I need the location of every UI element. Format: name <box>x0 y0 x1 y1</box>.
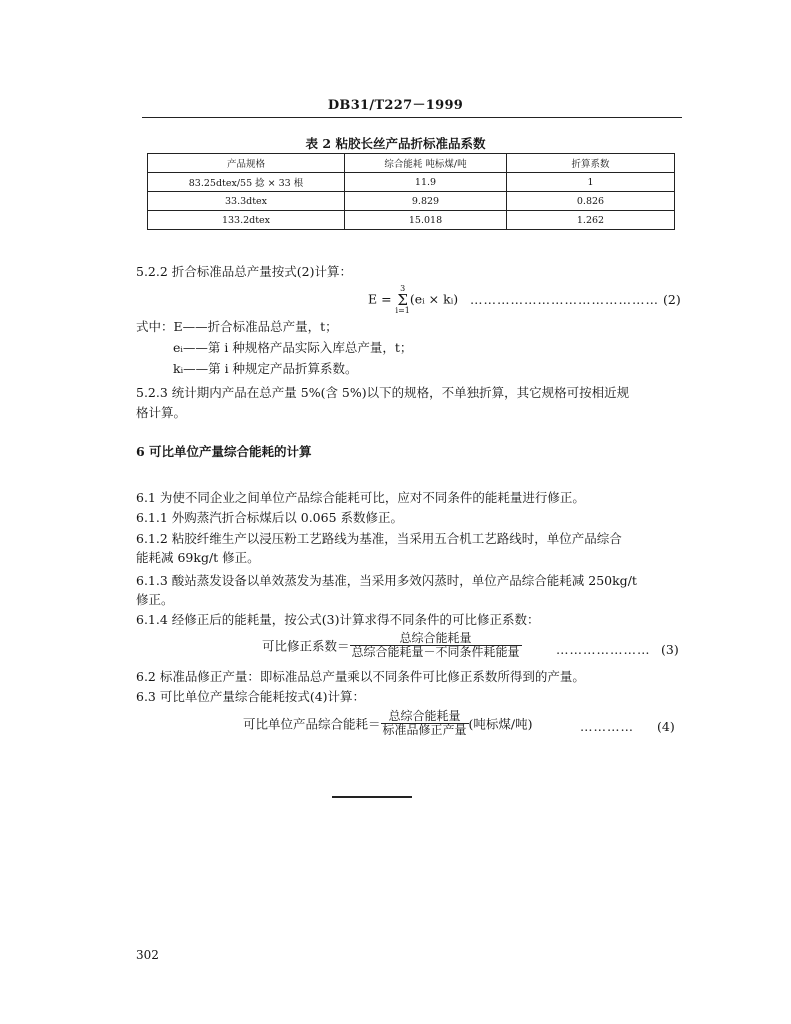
formula-4-fraction <box>381 710 469 737</box>
clause-6-1-3-line1: 6.1.3 酸站蒸发设备以单效蒸发为基准，当采用多效闪蒸时，单位产品综合能耗减 250kg/t <box>136 573 637 588</box>
formula-3-fraction <box>350 632 522 659</box>
sigma-symbol: 3 Σ i=1 <box>395 284 410 315</box>
formula-3 <box>262 632 522 659</box>
formula-4 <box>243 710 533 737</box>
sigma-bottom: i=1 <box>395 306 410 315</box>
header-rule <box>142 117 682 118</box>
spec-cell: 33.3dtex <box>148 192 345 211</box>
formula-3-leader: ………………… <box>556 642 651 657</box>
end-rule <box>332 796 412 798</box>
clause-5-2-2: 5.2.2 折合标准品总产量按式(2)计算： <box>136 264 352 279</box>
column-header: 产品规格 <box>148 154 345 173</box>
coef-cell: 1 <box>507 173 675 192</box>
page-number: 302 <box>136 948 159 962</box>
table-row <box>148 192 675 211</box>
coef-cell: 0.826 <box>507 192 675 211</box>
table-title: 表 2 粘胶长丝产品折标准品系数 <box>305 136 486 151</box>
formula-2-lhs: E = <box>368 291 396 307</box>
energy-cell: 11.9 <box>345 173 507 192</box>
formula-4-denominator: 标准品修正产量 <box>382 723 467 737</box>
section-6-title: 6 可比单位产量综合能耗的计算 <box>136 444 312 459</box>
table-header-row <box>148 154 675 173</box>
formula-2-number: (2) <box>663 292 681 307</box>
energy-cell: 9.829 <box>345 192 507 211</box>
spec-cell: 83.25dtex/55 捻 × 33 根 <box>148 173 345 192</box>
clause-5-2-3-line2: 格计算。 <box>136 405 187 420</box>
formula-4-unit: (吨标煤/吨) <box>468 716 533 732</box>
formula-4-number: (4) <box>657 719 675 734</box>
spec-cell: 133.2dtex <box>148 211 345 230</box>
clause-5-2-3-line1: 5.2.3 统计期内产品在总产量 5%(含 5%)以下的规格，不单独折算，其它规格可按相近规 <box>136 385 630 400</box>
coef-cell: 1.262 <box>507 211 675 230</box>
clause-6-1-2-line2: 能耗减 69kg/t 修正。 <box>136 550 260 565</box>
formula-3-lhs: 可比修正系数＝ <box>262 638 350 654</box>
definition-e: 式中：E——折合标准品总产量，t； <box>136 319 338 334</box>
clause-6-3: 6.3 可比单位产量综合能耗按式(4)计算： <box>136 689 366 704</box>
formula-4-lhs: 可比单位产品综合能耗＝ <box>243 716 381 732</box>
formula-2-rhs: (eᵢ × kᵢ) <box>409 291 459 307</box>
clause-6-1-4: 6.1.4 经修正后的能耗量，按公式(3)计算求得不同条件的可比修正系数： <box>136 612 540 627</box>
formula-2 <box>368 285 458 315</box>
definition-ei: eᵢ——第 i 种规格产品实际入库总产量，t； <box>173 340 413 355</box>
formula-2-leader: …………………………………… <box>470 292 659 307</box>
formula-4-numerator: 总综合能耗量 <box>381 710 469 724</box>
formula-3-number: (3) <box>661 642 679 657</box>
energy-cell: 15.018 <box>345 211 507 230</box>
table-row <box>148 211 675 230</box>
clause-6-2: 6.2 标准品修正产量：即标准品总产量乘以不同条件可比修正系数所得到的产量。 <box>136 669 585 684</box>
document-code: DB31/T227－1999 <box>327 98 464 113</box>
clause-6-1-2-line1: 6.1.2 粘胶纤维生产以浸压粉工艺路线为基准，当采用五合机工艺路线时，单位产品综合 <box>136 531 622 546</box>
formula-3-denominator: 总综合能耗量－不同条件耗能量 <box>351 645 520 659</box>
formula-3-numerator: 总综合能耗量 <box>350 632 522 646</box>
column-header: 折算系数 <box>507 154 675 173</box>
sigma-top: 3 <box>400 284 406 293</box>
table-row <box>148 173 675 192</box>
definition-ki: kᵢ——第 i 种规定产品折算系数。 <box>173 361 358 376</box>
formula-4-leader: ………… <box>580 719 634 734</box>
column-header: 综合能耗 吨标煤/吨 <box>345 154 507 173</box>
clause-6-1: 6.1 为使不同企业之间单位产品综合能耗可比，应对不同条件的能耗量进行修正。 <box>136 490 585 505</box>
clause-6-1-3-line2: 修正。 <box>136 592 174 607</box>
clause-6-1-1: 6.1.1 外购蒸汽折合标煤后以 0.065 系数修正。 <box>136 510 404 525</box>
conversion-table <box>147 153 675 230</box>
